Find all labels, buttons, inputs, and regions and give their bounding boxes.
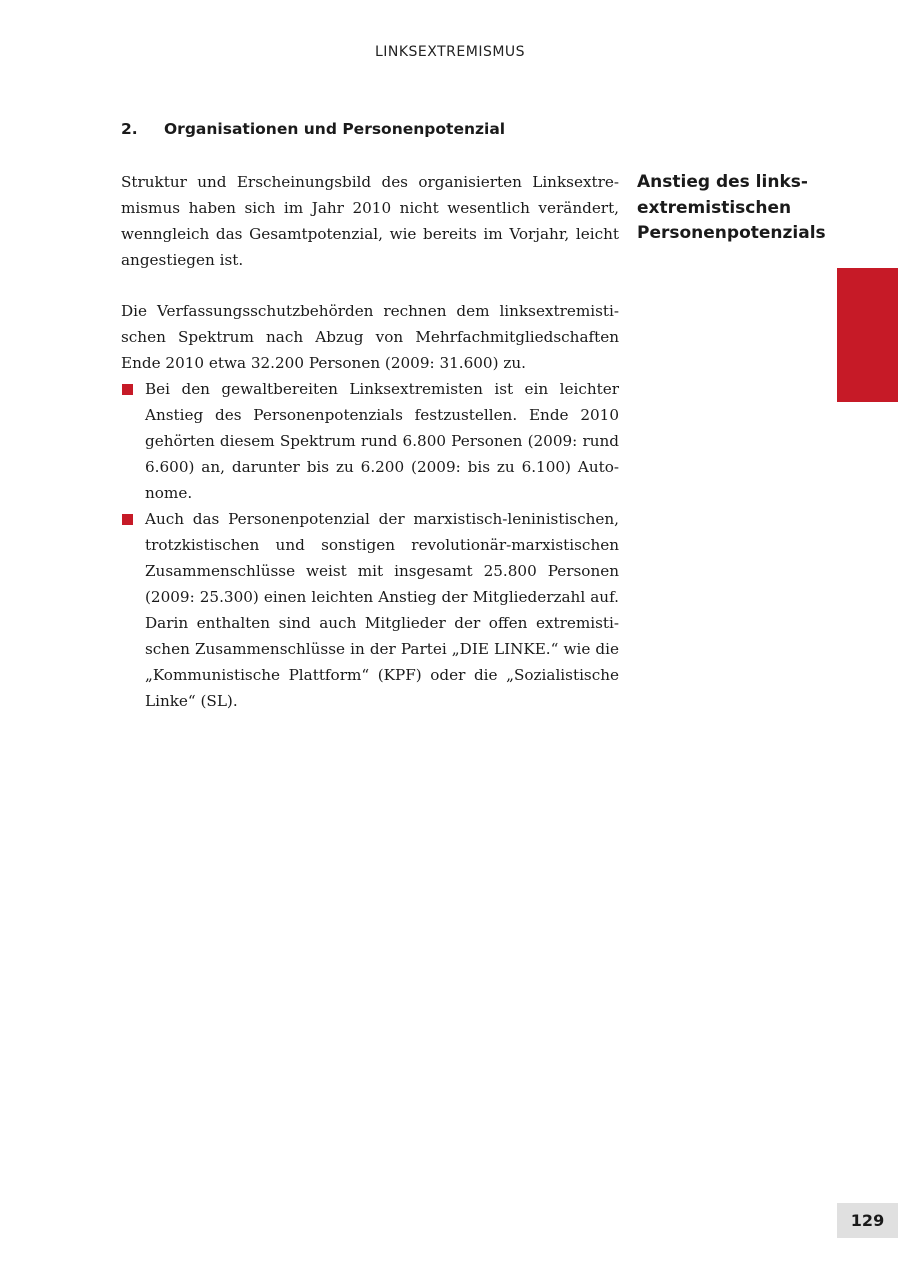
- bullet-square-icon: [122, 384, 133, 395]
- text-line: Anstieg des Personenpotenzials festzustellen. Ende 2010: [145, 406, 619, 424]
- text-line: wenngleich das Gesamtpotenzial, wie bereits im Vorjahr, leicht: [121, 225, 619, 243]
- section-title: Organisationen und Personenpotenzial: [164, 120, 506, 138]
- text-line: „Kommunistische Plattform“ (KPF) oder die „Sozialistische: [145, 666, 619, 684]
- text-line: trotzkistischen und sonstigen revolutionär-marxistischen: [145, 536, 619, 554]
- text-line: Darin enthalten sind auch Mitglieder der offen extremisti-: [145, 614, 619, 632]
- text-line: Bei den gewaltbereiten Linksextremisten ist ein leichter: [145, 380, 619, 398]
- section-number: 2.: [121, 120, 138, 138]
- text-line: schen Spektrum nach Abzug von Mehrfachmitgliedschaften: [121, 328, 619, 346]
- text-line: nome.: [145, 484, 193, 502]
- bullet-square-icon: [122, 514, 133, 525]
- paragraph-1: [121, 169, 619, 273]
- margin-note-line: Anstieg des links-: [637, 172, 808, 192]
- text-line: schen Zusammenschlüsse in der Partei „DIE LINKE.“ wie die: [145, 640, 619, 658]
- margin-note-line: extremistischen: [637, 197, 792, 218]
- text-line: Zusammenschlüsse weist mit insgesamt 25.800 Personen: [145, 562, 619, 580]
- page-number: 129: [837, 1203, 898, 1238]
- text-line: Auch das Personenpotenzial der marxistisch-leninistischen,: [145, 510, 619, 528]
- text-line: gehörten diesem Spektrum rund 6.800 Personen (2009: rund: [145, 432, 619, 450]
- text-line: angestiegen ist.: [121, 251, 244, 269]
- text-line: (2009: 25.300) einen leichten Anstieg der Mitgliederzahl auf.: [145, 588, 619, 606]
- text-line: 6.600) an, darunter bis zu 6.200 (2009: bis zu 6.100) Auto-: [145, 458, 619, 476]
- margin-note-line: Personenpotenzials: [637, 223, 826, 243]
- running-header: LINKSEXTREMISMUS: [374, 44, 526, 60]
- bullet-item-1: [121, 376, 619, 506]
- chapter-tab-marker: [837, 268, 898, 402]
- bullet-item-2: [121, 506, 619, 714]
- text-line: Linke“ (SL).: [145, 692, 238, 710]
- text-line: Struktur und Erscheinungsbild des organisierten Linksextre-: [121, 173, 619, 191]
- text-line: Ende 2010 etwa 32.200 Personen (2009: 31.600) zu.: [121, 354, 526, 372]
- text-line: mismus haben sich im Jahr 2010 nicht wesentlich verändert,: [121, 199, 619, 217]
- section-heading: [121, 120, 505, 138]
- margin-note: [637, 170, 826, 247]
- text-line: Die Verfassungsschutzbehörden rechnen dem linksextremisti-: [121, 302, 619, 320]
- paragraph-2: [121, 298, 619, 376]
